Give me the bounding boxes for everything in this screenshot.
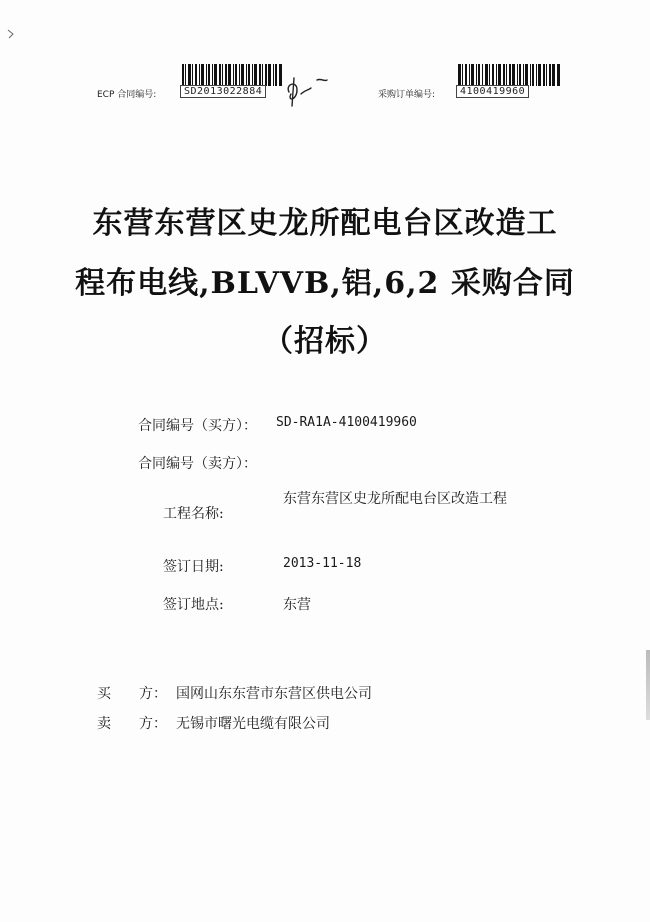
sign-date-label: 签订日期:	[163, 559, 224, 575]
buyer-contract-no-label: 合同编号（买方）：	[138, 418, 257, 434]
sign-place-value: 东营	[283, 597, 311, 613]
project-name-value: 东营东营区史龙所配电台区改造工程	[283, 491, 507, 507]
purchase-order-label: 采购订单编号:	[378, 90, 436, 100]
purchase-order-code: 4100419960	[456, 85, 529, 98]
handwritten-mark-icon	[283, 72, 331, 108]
ecp-barcode	[182, 64, 282, 86]
title-line-3: （招标）	[263, 324, 387, 359]
buyer-party-label: 买 方：	[97, 686, 167, 702]
sign-date-value: 2013-11-18	[283, 556, 362, 571]
project-name-label: 工程名称:	[163, 506, 224, 522]
po-barcode	[458, 64, 560, 86]
seller-party-label: 卖 方：	[97, 716, 167, 732]
title-line-2: 程布电线,BLVVB,铝,6,2 采购合同	[75, 266, 575, 301]
sign-place-label: 签订地点:	[163, 597, 224, 613]
seller-party-value: 无锡市曙光电缆有限公司	[176, 716, 330, 732]
ecp-contract-label: ECP 合同编号:	[97, 90, 157, 100]
buyer-party-value: 国网山东东营市东营区供电公司	[176, 686, 372, 702]
seller-contract-no-label: 合同编号（卖方）：	[138, 456, 257, 472]
buyer-contract-no-value: SD-RA1A-4100419960	[276, 415, 417, 430]
title-line-1: 东营东营区史龙所配电台区改造工	[92, 206, 558, 241]
ecp-contract-code: SD2013022884	[180, 85, 266, 98]
scan-edge-shadow	[646, 650, 650, 720]
corner-mark-icon	[6, 28, 16, 40]
